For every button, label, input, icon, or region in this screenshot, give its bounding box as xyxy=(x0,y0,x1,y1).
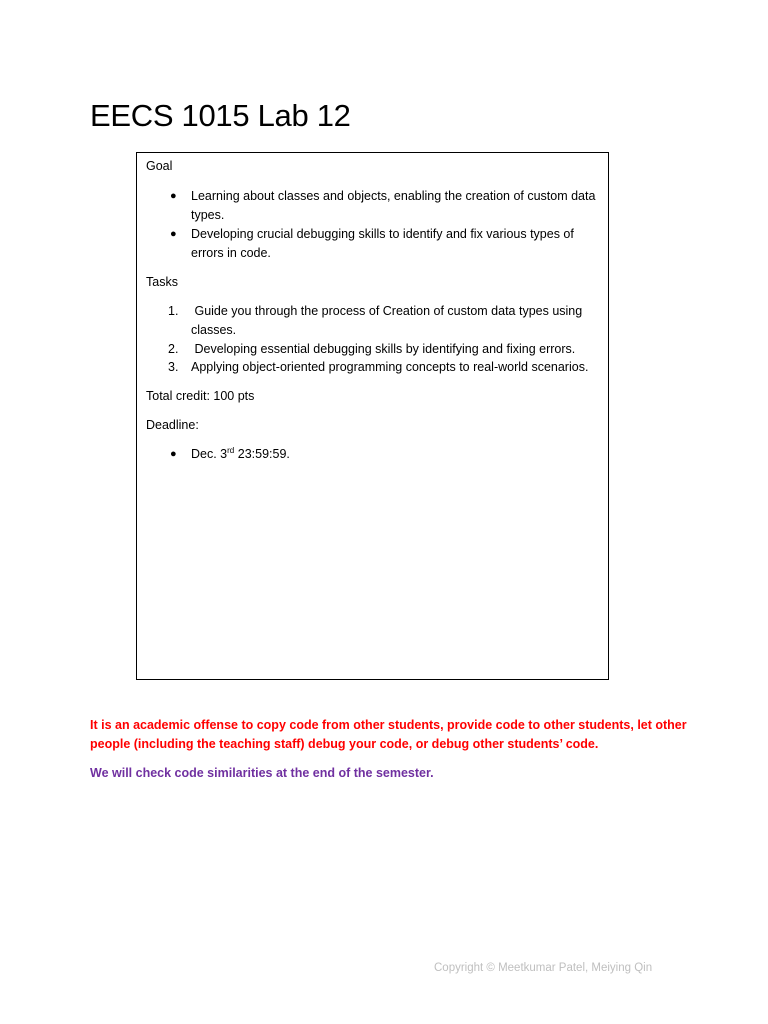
code-similarity-notice: We will check code similarities at the end of the semester. xyxy=(90,766,434,780)
task-item-2-line-1: Developing essential debugging skills by identifying and fixing errors. xyxy=(191,341,576,356)
total-credit: Total credit: 100 pts xyxy=(146,389,255,403)
goal-item-1-line-2: types. xyxy=(191,207,225,222)
academic-offense-line-1: It is an academic offense to copy code from other students, provide code to other students, let other xyxy=(90,718,687,732)
task-item-3-line-1: Applying object-oriented programming concepts to real-world scenarios. xyxy=(191,360,589,374)
deadline-prefix: Dec. 3 xyxy=(191,447,228,461)
tasks-heading: Tasks xyxy=(146,275,178,289)
task-number-1: 1. xyxy=(168,304,179,318)
bullet-icon: ● xyxy=(170,190,177,202)
deadline-suffix: 23:59:59. xyxy=(234,447,290,461)
deadline-superscript: rd xyxy=(227,446,235,455)
bullet-icon: ● xyxy=(170,228,177,240)
lab-info-box xyxy=(136,152,609,680)
bullet-icon: ● xyxy=(170,448,177,460)
goal-item-2-line-1: Developing crucial debugging skills to identify and fix various types of xyxy=(191,227,574,241)
goal-item-1-line-1: Learning about classes and objects, enabling the creation of custom data xyxy=(191,189,596,203)
page-title: EECS 1015 Lab 12 xyxy=(90,98,351,133)
task-number-3: 3. xyxy=(168,360,179,374)
academic-offense-notice xyxy=(90,716,690,754)
goal-heading: Goal xyxy=(146,159,173,173)
task-item-1-line-1: Guide you through the process of Creation of custom data types using xyxy=(191,304,583,318)
copyright-footer: Copyright © Meetkumar Patel, Meiying Qin xyxy=(434,962,653,974)
deadline-heading: Deadline: xyxy=(146,418,199,432)
deadline-date xyxy=(191,445,290,464)
task-item-1-line-2: classes. xyxy=(191,322,237,337)
task-number-2: 2. xyxy=(168,341,179,356)
goal-item-2-line-2: errors in code. xyxy=(191,245,271,260)
academic-offense-line-2: people (including the teaching staff) debug your code, or debug other students’ code. xyxy=(90,737,599,751)
